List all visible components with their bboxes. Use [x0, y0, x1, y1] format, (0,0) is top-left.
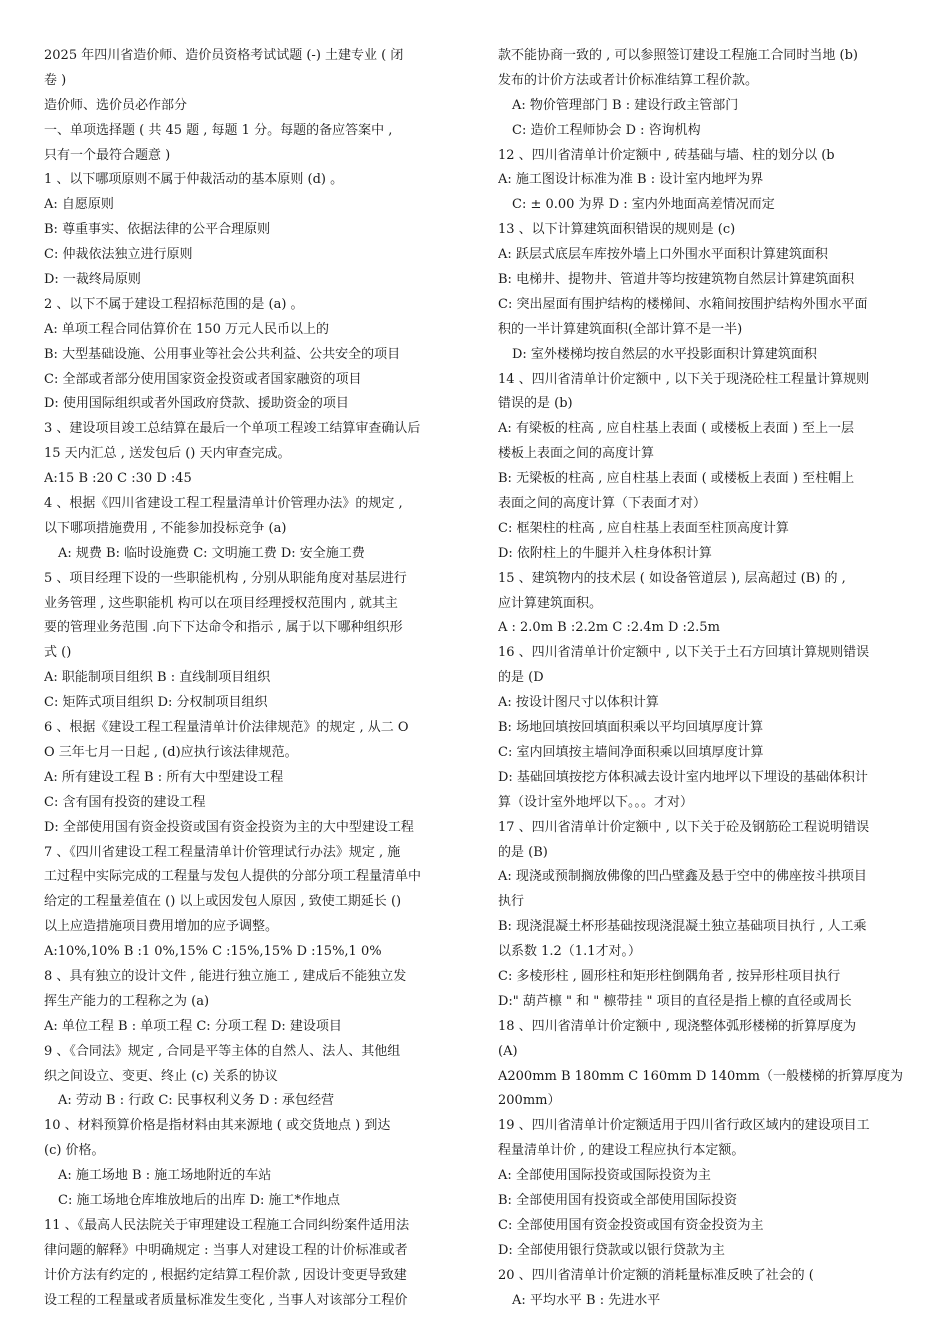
left-column-line: B: 尊重事实、依据法律的公平合理原则 [44, 222, 271, 238]
right-column-line: B: 全部使用国有投资或全部使用国际投资 [498, 1192, 738, 1208]
left-column-line: 15 天内汇总 , 送发包后 () 天内审查完成。 [44, 446, 291, 462]
left-column-line: 织之间设立、变更、终止 (c) 关系的协议 [44, 1068, 278, 1084]
right-column-line: B: 现浇混凝土杯形基础按现浇混凝土独立基础项目执行 , 人工乘 [498, 919, 867, 935]
left-column-line: 只有一个最符合题意 ) [44, 147, 171, 163]
left-column-line: 3 、建设项目竣工总结算在最后一个单项工程竣工结算审查确认后 [44, 421, 421, 437]
right-column-line: B: 电梯井、提物井、管道井等均按建筑物自然层计算建筑面积 [498, 272, 855, 288]
right-column-line: C: 多棱形柱 , 圆形柱和矩形柱倒隅角者 , 按异形柱项目执行 [498, 968, 841, 984]
right-column-line: 应计算建筑面积。 [498, 595, 603, 611]
right-column-line: 以系数 1.2（1.1才对。） [498, 944, 641, 960]
right-column-line: 17 、四川省清单计价定额中 , 以下关于砼及钢筋砼工程说明错误 [498, 819, 870, 835]
right-column-line: A: 跃层式底层车库按外墙上口外围水平面积计算建筑面积 [498, 247, 828, 263]
left-column-line: A: 所有建设工程 B : 所有大中型建设工程 [44, 769, 284, 785]
left-column-line: A: 规费 B: 临时设施费 C: 文明施工费 D: 安全施工费 [58, 545, 365, 561]
left-column-line: A: 施工场地 B : 施工场地附近的车站 [58, 1168, 272, 1184]
left-column-line: 5 、项目经理下设的一些职能机构 , 分别从职能角度对基层进行 [44, 570, 407, 586]
right-column-line: B: 无梁板的柱高 , 应自柱基上表面 ( 或楼板上表面 ) 至柱帽上 [498, 471, 855, 487]
left-column-line: A: 单项工程合同估算价在 150 万元人民币以上的 [44, 321, 329, 337]
right-column-line: C: 突出屋面有围护结构的楼梯间、水箱间按围护结构外围水平面 [498, 296, 868, 312]
left-column-line: 挥生产能力的工程称之为 (a) [44, 993, 210, 1009]
left-column-line: 设工程的工程量或者质量标准发生变化 , 当事人对该部分工程价 [44, 1292, 408, 1308]
left-column-line: 要的管理业务范围 .向下下达命令和指示 , 属于以下哪种组织形 [44, 620, 403, 636]
left-column-line: A: 单位工程 B : 单项工程 C: 分项工程 D: 建设项目 [44, 1018, 342, 1034]
right-column-line: D: 基础回填按挖方体积减去设计室内地坪以下埋设的基础体积计 [498, 769, 868, 785]
left-column-line: 7 、《四川省建设工程工程量清单计价管理试行办法》规定 , 施 [44, 844, 401, 860]
right-column-line: A : 2.0m B :2.2m C :2.4m D :2.5m [498, 620, 720, 636]
left-column-line: B: 大型基础设施、公用事业等社会公共利益、公共安全的项目 [44, 346, 401, 362]
left-column-line: 业务管理 , 这些职能机 构可以在项目经理授权范围内 , 就其主 [44, 595, 398, 611]
right-column-line: 19 、四川省清单计价定额适用于四川省行政区域内的建设项目工 [498, 1118, 870, 1134]
left-column-line: 2025 年四川省造价师、造价员资格考试试题 (-) 土建专业 ( 闭 [44, 48, 404, 63]
right-column-line: 14 、四川省清单计价定额中 , 以下关于现浇砼柱工程量计算规则 [498, 371, 870, 387]
right-column-line: A: 物价管理部门 B : 建设行政主管部门 [512, 97, 739, 113]
left-column-line: D: 使用国际组织或者外国政府贷款、援助资金的项目 [44, 396, 349, 412]
right-column-line: A: 平均水平 B : 先进水平 [512, 1292, 661, 1308]
left-column-line: A: 职能制项目组织 B : 直线制项目组织 [44, 670, 271, 686]
right-column-line: 积的一半计算建筑面积(全部计算不是一半) [498, 321, 743, 337]
right-column-line: C: 造价工程师协会 D : 咨询机构 [512, 122, 701, 138]
left-column-line: C: 仲裁依法独立进行原则 [44, 247, 193, 263]
left-column-line: 9 、《合同法》规定 , 合同是平等主体的自然人、法人、其他组 [44, 1043, 401, 1059]
right-column-line: 发布的计价方法或者计价标准结算工程价款。 [498, 72, 759, 88]
left-column-line: 一、单项选择题 ( 共 45 题 , 每题 1 分。每题的备应答案中 , [44, 122, 393, 138]
left-column-line: 11 、《最高人民法院关于审理建设工程施工合同纠纷案件适用法 [44, 1217, 410, 1233]
left-column-line: A: 自愿原则 [44, 197, 114, 213]
right-column-line: D: 室外楼梯均按自然层的水平投影面积计算建筑面积 [512, 346, 817, 362]
left-column-line: D: 一裁终局原则 [44, 272, 141, 288]
right-column [498, 44, 916, 1313]
right-column-line: A200mm B 180mm C 160mm D 140mm（一般楼梯的折算厚度为 [498, 1068, 903, 1084]
right-column-line: 16 、四川省清单计价定额中 , 以下关于土石方回填计算规则错误 [498, 645, 870, 661]
right-column-line: 18 、四川省清单计价定额中 , 现浇整体弧形楼梯的折算厚度为 [498, 1018, 857, 1034]
right-column-line: A: 全部使用国际投资或国际投资为主 [498, 1168, 711, 1184]
right-column-line: A: 施工图设计标准为准 B : 设计室内地坪为界 [498, 172, 764, 188]
left-column-line: 2 、以下不属于建设工程招标范围的是 (a) 。 [44, 296, 304, 312]
right-column-line: D:" 葫芦檩 " 和 " 檩带挂 " 项目的直径是指上檩的直径或周长 [498, 993, 852, 1009]
right-column-line: 的是 (D [498, 670, 544, 686]
left-column-line: 卷 ) [44, 72, 67, 88]
left-column-line: 计价方法有约定的 , 根据约定结算工程价款 , 因设计变更导致建 [44, 1267, 407, 1283]
left-column-line: A:10%,10% B :1 0%,15% C :15%,15% D :15%,1 0% [44, 944, 382, 960]
right-column-line: A: 有梁板的柱高 , 应自柱基上表面 ( 或楼板上表面 ) 至上一层 [498, 421, 854, 437]
right-column-line: C: 全部使用国有资金投资或国有资金投资为主 [498, 1217, 764, 1233]
left-column-line: 6 、根据《建设工程工程量清单计价法律规范》的规定 , 从二 O [44, 720, 409, 736]
left-column-line: O 三年七月一日起 , (d)应执行该法律规范。 [44, 744, 298, 760]
right-column-line: 程量清单计价 , 的建设工程应执行本定额。 [498, 1143, 745, 1159]
right-column-line: B: 场地回填按回填面积乘以平均回填厚度计算 [498, 720, 764, 736]
right-column-line: D: 依附柱上的牛腿并入柱身体积计算 [498, 545, 712, 561]
right-column-line: A: 现浇或预制搁放佛像的凹凸壁鑫及悬于空中的佛座按斗拱项目 [498, 869, 867, 885]
right-column-line: 算（设计室外地坪以下。。。才对） [498, 794, 694, 810]
left-column-line: 4 、根据《四川省建设工程工程量清单计价管理办法》的规定 , [44, 496, 403, 512]
left-column-line: C: 全部或者部分使用国家资金投资或者国家融资的项目 [44, 371, 362, 387]
left-column-line: C: 矩阵式项目组织 D: 分权制项目组织 [44, 695, 268, 711]
right-column-line: C: ± 0.00 为界 D : 室内外地面高差情况而定 [512, 197, 775, 213]
right-column-line: C: 框架柱的柱高 , 应自柱基上表面至柱顶高度计算 [498, 520, 789, 536]
left-column-line: 给定的工程量差值在 () 以上或因发包人原因 , 致使工期延长 () [44, 894, 402, 910]
right-column-line: A: 按设计图尺寸以体积计算 [498, 695, 659, 711]
right-column-line: 表面之间的高度计算（下表面才对） [498, 496, 707, 512]
left-column-line: C: 含有国有投资的建设工程 [44, 794, 206, 810]
right-column-line: 15 、建筑物内的技术层 ( 如设备管道层 ), 层高超过 (B) 的 , [498, 570, 846, 586]
left-column-line: 1 、以下哪项原则不属于仲裁活动的基本原则 (d) 。 [44, 172, 344, 188]
left-column-line: 造价师、选价员必作部分 [44, 97, 188, 113]
right-column-line: 执行 [498, 894, 525, 910]
left-column-line: 10 、材料预算价格是指材料由其来源地 ( 或交货地点 ) 到达 [44, 1118, 391, 1134]
left-column-line: (c) 价格。 [44, 1143, 105, 1159]
left-column-line: 律问题的解释》中明确规定 : 当事人对建设工程的计价标准或者 [44, 1242, 408, 1258]
left-column-line: A: 劳动 B : 行政 C: 民事权利义务 D : 承包经营 [58, 1093, 335, 1109]
left-column-line: D: 全部使用国有资金投资或国有资金投资为主的大中型建设工程 [44, 819, 414, 835]
right-column-line: (A) [498, 1043, 518, 1059]
right-column-line: D: 全部使用银行贷款或以银行贷款为主 [498, 1242, 725, 1258]
right-column-line: 13 、以下计算建筑面积错误的规则是 (c) [498, 222, 736, 238]
left-column-line: 以下哪项措施费用 , 不能参加投标竞争 (a) [44, 520, 287, 536]
right-column-line: 200mm） [498, 1093, 561, 1109]
right-column-line: C: 室内回填按主墙间净面积乘以回填厚度计算 [498, 744, 764, 760]
right-column-line: 款不能协商一致的 , 可以参照签订建设工程施工合同时当地 (b) [498, 48, 858, 63]
right-column-line: 楼板上表面之间的高度计算 [498, 446, 655, 462]
left-column-line: 式 () [44, 645, 72, 661]
left-column-line: C: 施工场地仓库堆放地后的出库 D: 施工*作地点 [58, 1192, 341, 1208]
right-column-line: 的是 (B) [498, 844, 548, 860]
right-column-line: 20 、四川省清单计价定额的消耗量标准反映了社会的 ( [498, 1267, 814, 1283]
left-column-line: A:15 B :20 C :30 D :45 [44, 471, 192, 487]
right-column-line: 12 、四川省清单计价定额中 , 砖基础与墙、柱的划分以 (b [498, 147, 835, 163]
right-column-line: 错误的是 (b) [498, 396, 573, 412]
left-column-line: 工过程中实际完成的工程量与发包人提供的分部分项工程量清单中 [44, 869, 422, 885]
left-column-line: 以上应造措施项目费用增加的应予调整。 [44, 919, 279, 935]
left-column [44, 44, 462, 1313]
left-column-line: 8 、具有独立的设计文件 , 能进行独立施工 , 建成后不能独立发 [44, 968, 407, 984]
